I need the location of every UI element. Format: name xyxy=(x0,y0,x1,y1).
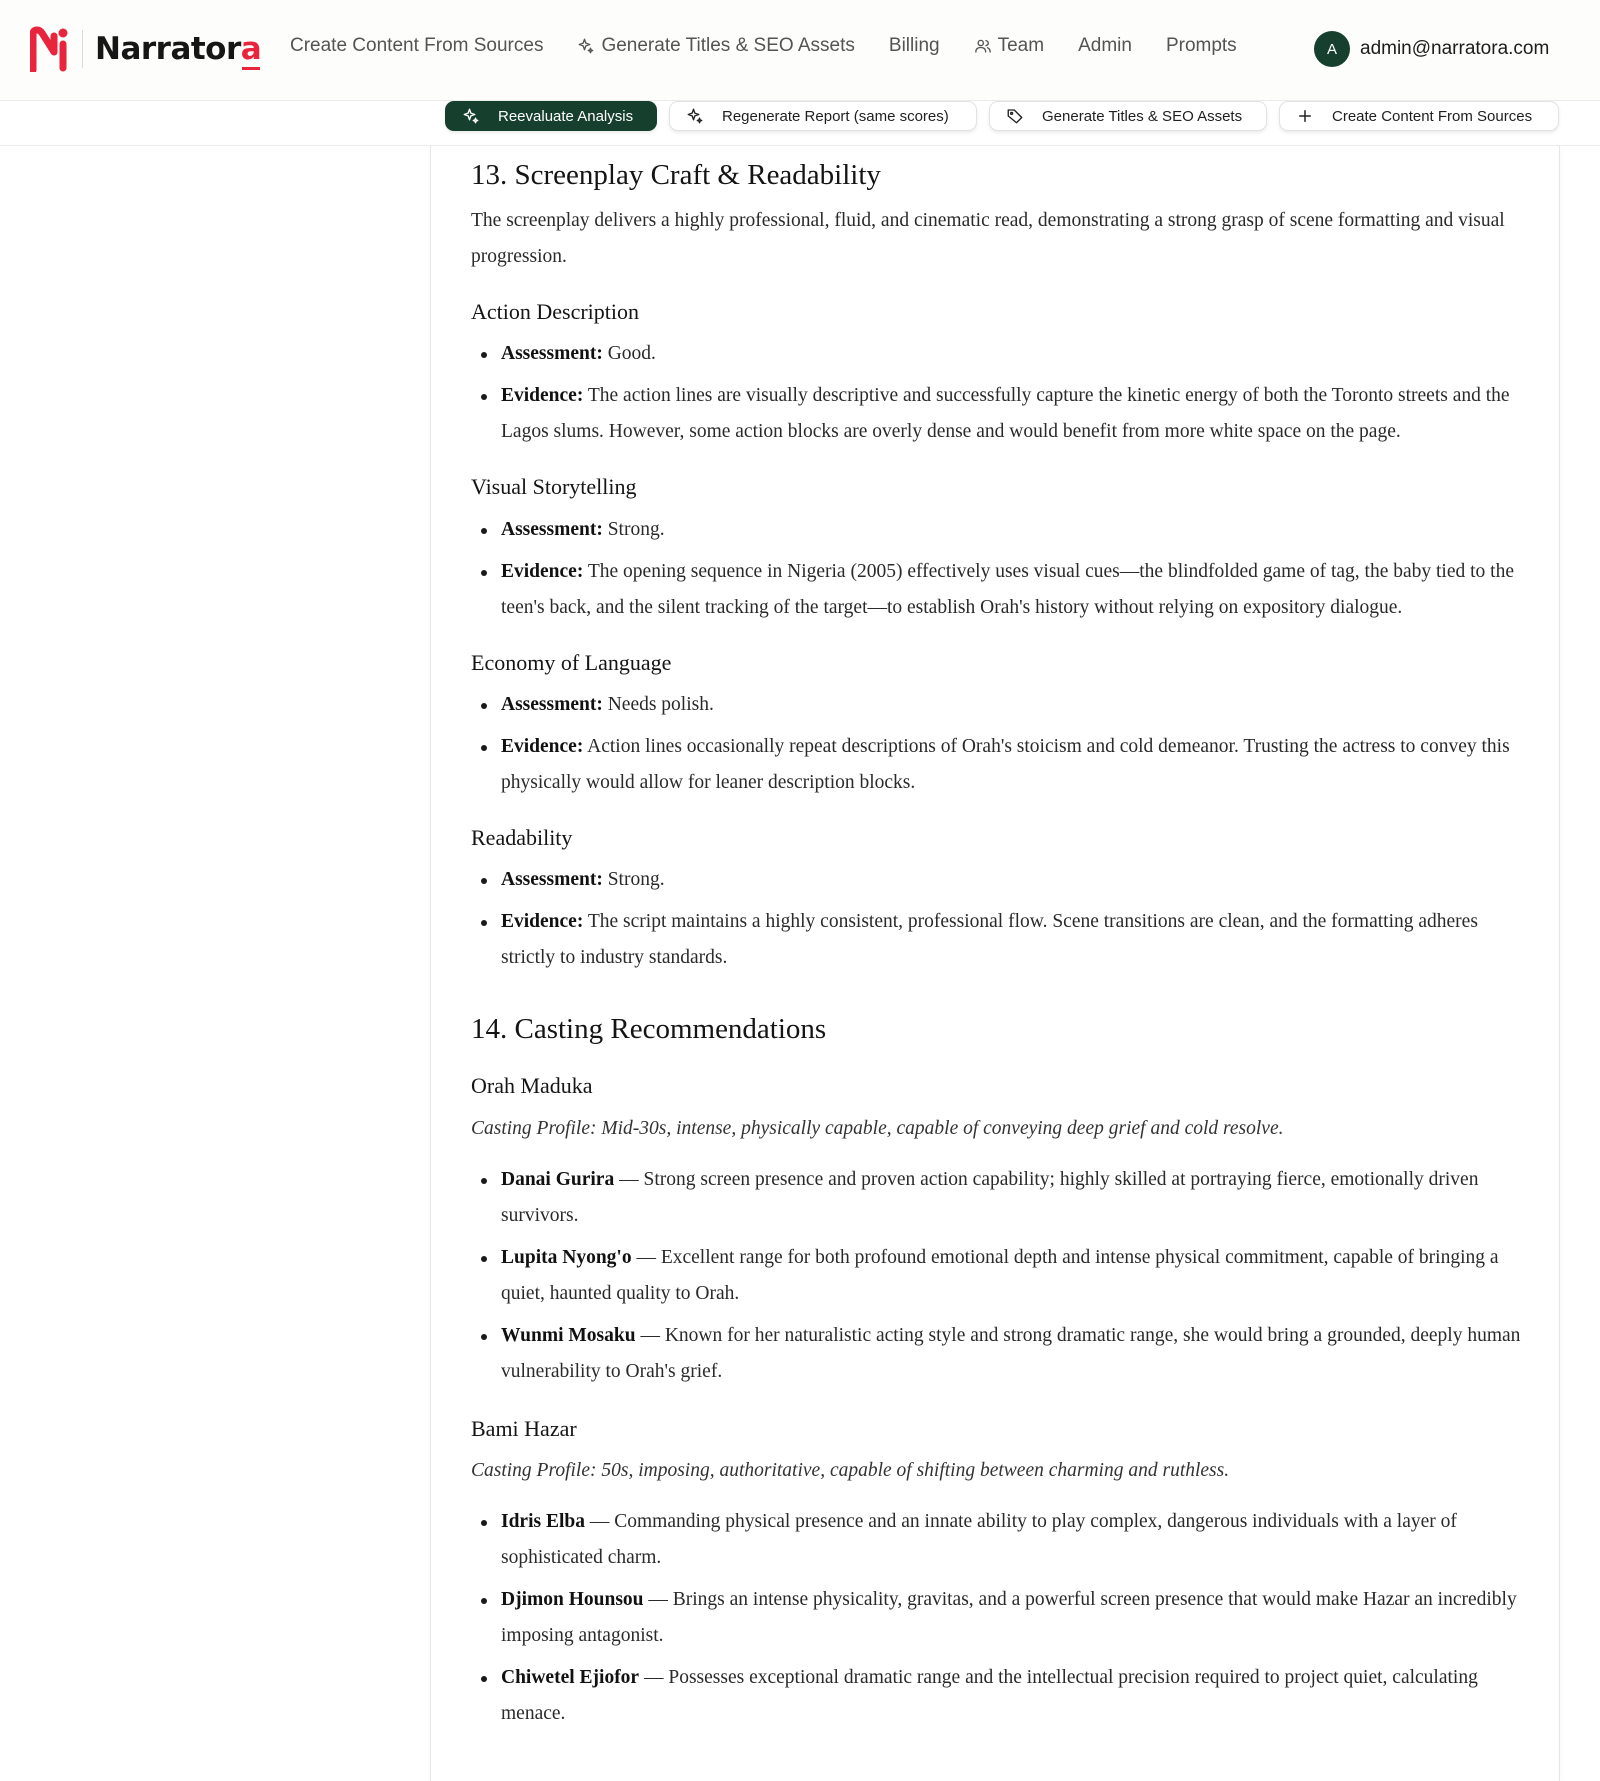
subsection-heading: Visual Storytelling xyxy=(471,474,637,500)
nav-item-label: Generate Titles & SEO Assets xyxy=(601,35,855,56)
sparkles-icon xyxy=(686,107,704,125)
narratora-logo-icon xyxy=(30,26,70,72)
nav-admin[interactable] xyxy=(1078,35,1132,57)
subsection-heading: Economy of Language xyxy=(471,649,672,675)
section-heading: 14. Casting Recommendations xyxy=(471,1013,827,1046)
role-heading: Bami Hazar xyxy=(471,1415,577,1441)
nav-create-content[interactable] xyxy=(290,35,543,57)
candidate-list xyxy=(471,1162,1521,1390)
nav-item-label: Prompts xyxy=(1165,35,1237,56)
assessment-list xyxy=(471,512,1521,626)
create-content-button[interactable] xyxy=(1279,101,1559,131)
section-intro: The screenplay delivers a highly professional, fluid, and cinematic read, demonstrating a strong grasp of scene formatting and visual progression. xyxy=(471,209,1505,267)
list-item: Djimon Hounsou — Brings an intense physicality, gravitas, and a powerful screen presence that would make Hazar an incredibly imposing antagonist. xyxy=(471,1582,1521,1654)
list-item: Lupita Nyong'o — Excellent range for both profound emotional depth and intense physical commitment, capable of bringing a quiet, haunted quality to Orah. xyxy=(471,1240,1521,1312)
nav-item-label: Team xyxy=(997,35,1045,56)
nav-item-label: Billing xyxy=(888,35,940,56)
brand-logo[interactable] xyxy=(30,24,261,74)
regenerate-report-button[interactable] xyxy=(669,101,977,131)
logo-divider xyxy=(82,30,83,68)
assessment-list xyxy=(471,862,1521,976)
casting-profile: Casting Profile: 50s, imposing, authoritative, capable of shifting between charming and ruthless. xyxy=(471,1459,1230,1481)
list-item: Idris Elba — Commanding physical presence and an innate ability to play complex, dangerous individuals with a layer of sophisticated charm. xyxy=(471,1504,1521,1576)
account-email[interactable]: admin@narratora.com xyxy=(1360,38,1550,59)
sparkles-icon xyxy=(462,107,480,125)
list-item: Wunmi Mosaku — Known for her naturalistic acting style and strong dramatic range, she would bring a grounded, deeply human vulnerability to Orah's grief. xyxy=(471,1318,1521,1390)
role-heading: Orah Maduka xyxy=(471,1073,593,1099)
button-label: Reevaluate Analysis xyxy=(498,107,634,125)
list-item: Evidence: The action lines are visually descriptive and successfully capture the kinetic energy of both the Toronto streets and the Lagos slums. However, some action blocks are overly dense and would benefit from more white space on the page. xyxy=(471,378,1521,450)
section-heading: 13. Screenplay Craft & Readability xyxy=(471,159,881,191)
subsection-heading: Action Description xyxy=(471,298,640,324)
nav-prompts[interactable] xyxy=(1166,35,1237,57)
reevaluate-analysis-button[interactable] xyxy=(445,101,657,131)
list-item: Evidence: The opening sequence in Nigeria (2005) effectively uses visual cues—the blindfolded game of tag, the baby tied to the teen's back, and the silent tracking of the target—to establish Orah's history without relying on expository dialogue. xyxy=(471,554,1521,626)
list-item: Chiwetel Ejiofor — Possesses exceptional dramatic range and the intellectual precision required to project quiet, calculating menace. xyxy=(471,1660,1521,1732)
top-navigation-bar xyxy=(0,0,1600,101)
brand-wordmark: Narratora xyxy=(95,31,262,67)
generate-titles-seo-button[interactable] xyxy=(989,101,1267,131)
casting-profile: Casting Profile: Mid-30s, intense, physically capable, capable of conveying deep grief and cold resolve. xyxy=(471,1117,1284,1139)
assessment-list xyxy=(471,336,1521,450)
report-content xyxy=(471,146,1521,1732)
nav-billing[interactable] xyxy=(889,35,940,57)
list-item: Assessment: Needs polish. xyxy=(471,687,1521,723)
sparkles-icon xyxy=(577,37,595,55)
subsection-heading: Readability xyxy=(471,824,573,850)
list-item: Assessment: Good. xyxy=(471,336,1521,372)
nav-team[interactable] xyxy=(974,35,1044,57)
report-document xyxy=(430,146,1560,1781)
main-nav xyxy=(290,35,1271,57)
assessment-list xyxy=(471,687,1521,801)
account-menu[interactable] xyxy=(1314,31,1549,67)
tag-icon xyxy=(1006,107,1024,125)
plus-icon xyxy=(1296,107,1314,125)
avatar[interactable]: A xyxy=(1314,31,1350,67)
button-label: Create Content From Sources xyxy=(1332,107,1533,125)
list-item: Assessment: Strong. xyxy=(471,862,1521,898)
nav-generate-titles[interactable] xyxy=(577,35,854,57)
list-item: Evidence: Action lines occasionally repeat descriptions of Orah's stoicism and cold demeanor. Trusting the actress to convey this physically would allow for leaner description blocks. xyxy=(471,729,1521,801)
report-action-toolbar xyxy=(0,101,1600,146)
nav-item-label: Create Content From Sources xyxy=(290,35,544,56)
button-label: Regenerate Report (same scores) xyxy=(722,107,949,125)
candidate-list xyxy=(471,1504,1521,1732)
list-item: Assessment: Strong. xyxy=(471,512,1521,548)
list-item: Danai Gurira — Strong screen presence and proven action capability; highly skilled at portraying fierce, emotionally driven survivors. xyxy=(471,1162,1521,1234)
nav-item-label: Admin xyxy=(1078,35,1132,56)
button-label: Generate Titles & SEO Assets xyxy=(1042,107,1243,125)
users-icon xyxy=(974,37,992,55)
list-item: Evidence: The script maintains a highly consistent, professional flow. Scene transitions are clean, and the formatting adheres strictly to industry standards. xyxy=(471,904,1521,976)
